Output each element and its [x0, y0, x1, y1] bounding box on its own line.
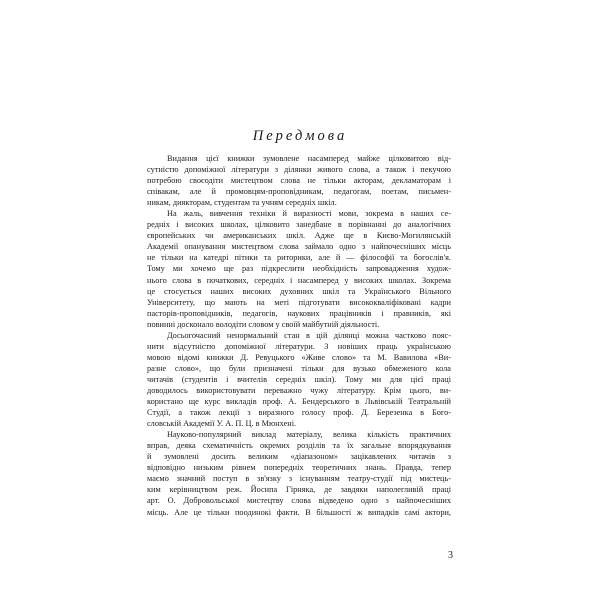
paragraph — [147, 330, 451, 429]
text-line: Видання цієї книжки зумовлене насамперед майже цілковитою від- — [167, 154, 451, 163]
text-line: потребою своєодіти мистецтвом слова не тільки акторам, декламаторам і — [147, 176, 451, 186]
text-line: никам, диякторам, студентам та учням середніх шкіл. — [147, 198, 337, 208]
text-line: й зумовлені досить великим «діапазоном» зацікавлених читачів з — [147, 452, 451, 462]
body-text — [147, 153, 451, 518]
text-line: читачів (студентів і вчителів середніх шкіл). Тому ми для цієї праці — [147, 374, 451, 384]
text-line: редніх і високих школах, цілковито занедбане в порівнанні до аналогічних — [147, 220, 451, 230]
text-line: На жаль, вивчення техніки й виразності мови, зокрема в наших се- — [167, 209, 451, 219]
text-line: відповідно низьким рівнем попередніх теоретичних знань. Правда, тепер — [147, 463, 451, 473]
text-line: співакам, але й промовцям-проповідникам, педагогам, поетам, письмен- — [147, 187, 451, 197]
text-line: вправ, деяка схематичність окремих розділів та їх загальне впорядкування — [147, 441, 451, 451]
text-line: ким керівництвом реж. Йосипа Гірняка, де завдяки наполегливій праці — [147, 485, 451, 495]
text-line: пасторів-проповідників, педагогів, наукових працівників і правників, які — [147, 308, 451, 318]
paragraph — [147, 208, 451, 330]
text-line: Академії опанування мистецтвом слова займало одно з найпочесніших місць — [147, 242, 451, 252]
text-line: місць. Але це тільки поодинокі факти. В більшості ж випадків самі актори, — [147, 507, 451, 517]
text-line: доводилось використовувати переважно чужу літературу. Крім цього, ви- — [147, 385, 451, 395]
text-line: європейських чи американських шкіл. Адже ще в Києво-Могилянській — [147, 231, 451, 241]
text-line: разне слово», що були призначені тільки для вузько обмеженого кола — [147, 363, 451, 373]
page-title: Передмова — [252, 128, 348, 144]
text-line: словській Академії У. А. П. Ц. в Мюнхені. — [147, 419, 297, 429]
text-line: повинні досконало володіти словом у своїй майбутній діяльності. — [147, 319, 380, 329]
paragraph — [147, 153, 451, 208]
text-line: Досьогочасний ненормальний стан в цій ділянці можна частково пояс- — [167, 330, 451, 340]
text-line: Тому ми хочемо ще раз підкреслити необхідність запровадження худож- — [147, 264, 451, 274]
page-number: 3 — [448, 550, 453, 561]
text-line: не тільки на катедрі пітики та риторики, але й — філософії та богослів'я. — [147, 253, 451, 263]
text-line: це стосується наших високих духовних шкіл та Українського Вільного — [147, 286, 451, 296]
text-line: Науково-популярний виклад матеріалу, велика кількість практичних — [167, 430, 451, 440]
text-line: користано ще курс викладів проф. А. Бендерського в Львівській Театральній — [147, 397, 451, 407]
text-line: Студії, а також лекції з виразного голосу проф. Д. Березенка в Бого- — [147, 408, 451, 418]
text-line: нити відсутністю допоміжної літератури. З новіших праць українською — [147, 341, 451, 351]
text-line: мовою відомі книжки Д. Ревуцького «Живе слово» та М. Вавилова «Ви- — [147, 352, 451, 362]
text-line: Університету, що мають на меті підготувати висококваліфіковані кадри — [147, 297, 451, 307]
text-line: сутністю допоміжної літератури з ділянки живого слова, а також і пекучою — [147, 165, 451, 175]
paragraph — [147, 429, 451, 517]
text-line: нього слова в початкових, середніх і насамперед у високих школах. Зокрема — [147, 275, 451, 285]
text-line: маємо значний поступ в зв'язку з існуванням театру-студії під мистець- — [147, 474, 451, 484]
text-line: арт. О. Добровольської мистецтву слова відведено одно з найпочесніших — [147, 496, 451, 506]
